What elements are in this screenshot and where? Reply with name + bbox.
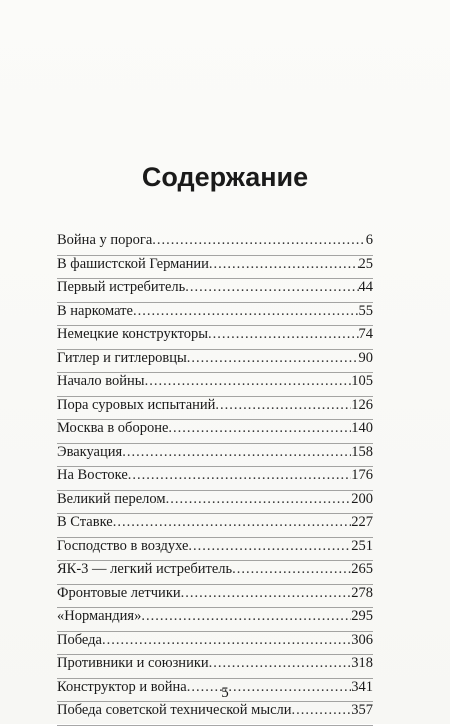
toc-entry-page: 318	[351, 655, 373, 671]
toc-entry-page: 200	[351, 490, 373, 507]
toc-entry-page: 158	[351, 443, 373, 460]
toc-entry	[57, 608, 373, 632]
toc-leader-dots	[292, 702, 352, 719]
table-of-contents	[57, 232, 373, 726]
toc-entry-page: 227	[351, 514, 373, 530]
toc-entry	[57, 350, 373, 374]
toc-entry-page: 265	[351, 561, 373, 577]
toc-entry	[57, 655, 373, 679]
toc-entry	[57, 326, 373, 350]
toc-entry	[57, 538, 373, 562]
toc-leader-dots	[102, 632, 351, 649]
toc-entry	[57, 279, 373, 303]
toc-entry-title: «Нормандия»	[57, 608, 142, 624]
toc-leader-dots	[122, 444, 351, 461]
toc-entry-title: Эвакуация	[57, 443, 123, 460]
toc-entry	[57, 232, 373, 256]
toc-leader-dots	[141, 608, 351, 625]
toc-entry	[57, 444, 373, 468]
toc-entry	[57, 561, 373, 585]
toc-entry-page: 44	[358, 279, 373, 295]
toc-leader-dots	[187, 350, 359, 367]
toc-entry	[57, 491, 373, 515]
toc-entry-page: 341	[351, 678, 373, 695]
toc-entry-page: 25	[358, 255, 373, 272]
toc-entry	[57, 420, 373, 444]
toc-entry-page: 357	[351, 702, 373, 718]
toc-leader-dots	[208, 326, 359, 343]
toc-entry-page: 251	[351, 537, 373, 554]
toc-leader-dots	[209, 655, 352, 672]
toc-entry-title: Фронтовые летчики	[57, 584, 181, 601]
toc-leader-dots	[181, 585, 352, 602]
toc-entry-page: 105	[351, 373, 373, 389]
toc-entry-title: Победа советской технической мысли	[57, 702, 292, 718]
toc-entry-title: Противники и союзники	[57, 655, 209, 671]
toc-entry	[57, 467, 373, 491]
toc-entry-page: 140	[351, 420, 373, 436]
toc-entry-title: В Ставке	[57, 514, 113, 530]
page-number: 5	[221, 685, 229, 701]
toc-leader-dots	[232, 561, 351, 578]
toc-entry	[57, 632, 373, 656]
toc-entry-page: 176	[351, 467, 373, 483]
toc-entry-title: Господство в воздухе	[57, 537, 189, 554]
toc-entry-title: Конструктор и война	[57, 678, 187, 695]
toc-entry-page: 126	[351, 396, 373, 413]
toc-entry	[57, 373, 373, 397]
toc-leader-dots	[128, 467, 351, 484]
toc-entry-title: Первый истребитель	[57, 279, 186, 295]
toc-entry-page: 6	[365, 232, 373, 248]
toc-leader-dots	[185, 279, 358, 296]
toc-entry	[57, 303, 373, 327]
toc-entry-page: 74	[358, 326, 373, 342]
toc-leader-dots	[215, 397, 351, 414]
toc-entry-title: В фашистской Германии	[57, 255, 209, 272]
toc-leader-dots	[166, 491, 352, 508]
toc-entry-page: 295	[351, 608, 373, 624]
toc-entry-page: 55	[358, 302, 373, 319]
toc-leader-dots	[113, 514, 352, 531]
toc-entry-title: Немецкие конструкторы	[57, 326, 208, 342]
toc-entry-page: 306	[351, 631, 373, 648]
toc-leader-dots	[145, 373, 352, 390]
toc-leader-dots	[188, 538, 351, 555]
toc-entry-title: Война у порога	[57, 232, 153, 248]
toc-entry-title: Великий перелом	[57, 490, 166, 507]
toc-entry-title: ЯК-3 — легкий истребитель	[57, 561, 233, 577]
toc-entry-title: В наркомате	[57, 302, 133, 319]
toc-entry	[57, 702, 373, 726]
toc-entry	[57, 256, 373, 280]
toc-entry-title: Пора суровых испытаний	[57, 396, 216, 413]
toc-entry-title: Победа	[57, 631, 102, 648]
toc-entry-page: 278	[351, 584, 373, 601]
toc-entry	[57, 514, 373, 538]
toc-entry-title: Москва в обороне	[57, 420, 169, 436]
toc-entry-page: 90	[358, 349, 373, 366]
toc-leader-dots	[168, 420, 351, 437]
contents-heading: Содержание	[141, 162, 309, 192]
toc-entry-title: Гитлер и гитлеровцы	[57, 349, 187, 366]
toc-entry-title: Начало войны	[57, 373, 145, 389]
toc-entry	[57, 397, 373, 421]
toc-entry-title: На Востоке	[57, 467, 128, 483]
toc-leader-dots	[133, 303, 359, 320]
toc-leader-dots	[152, 232, 365, 249]
toc-leader-dots	[209, 256, 359, 273]
toc-entry	[57, 585, 373, 609]
